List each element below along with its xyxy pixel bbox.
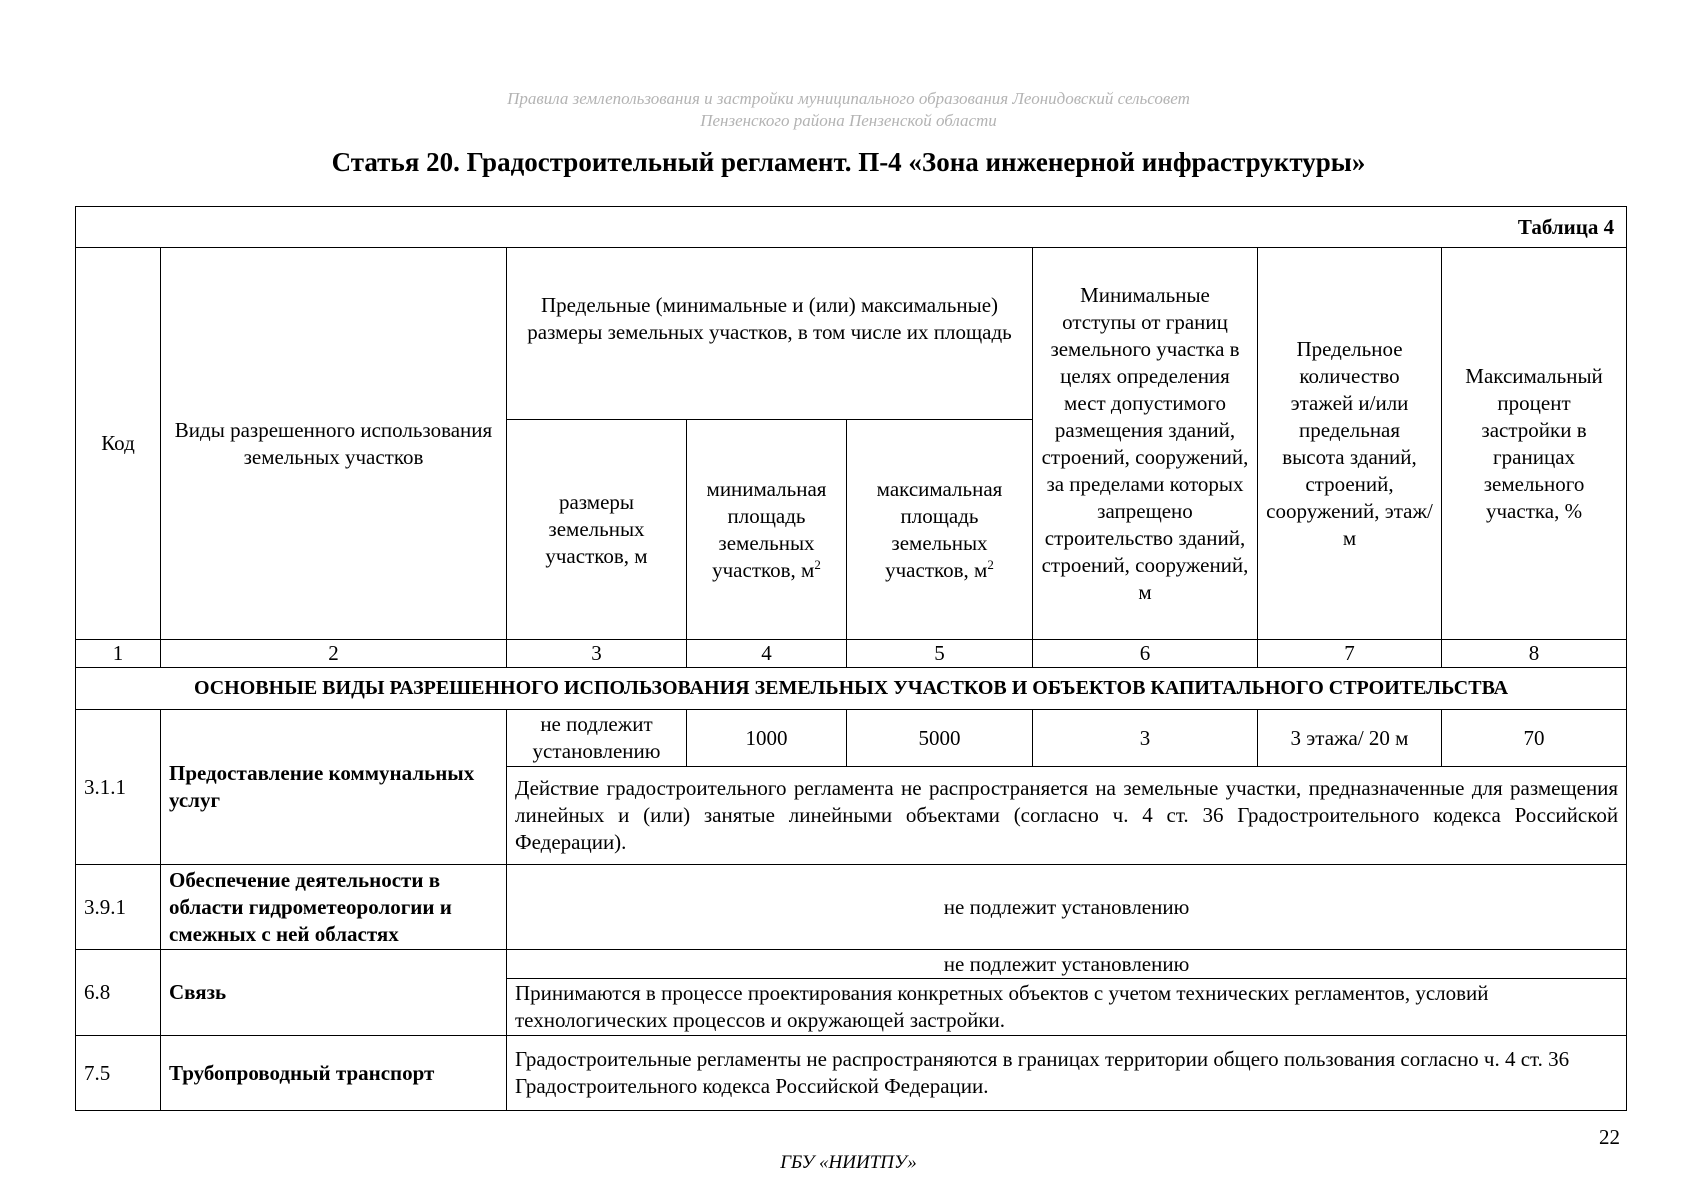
row-code: 6.8: [76, 950, 161, 1036]
header-floors: Предельное количество этажей и/или предельная высота зданий, строений, сооружений, этаж/м: [1258, 248, 1442, 640]
column-number: 5: [847, 640, 1033, 668]
row-use-name: Трубопроводный транспорт: [161, 1036, 507, 1111]
header-min-area: [687, 420, 847, 640]
column-number: 2: [161, 640, 507, 668]
row-use-name: Обеспечение деятельности в области гидрометеорологии и смежных с ней областях: [161, 865, 507, 950]
header-min-area-text: минимальная площадь земельных участков, м: [706, 476, 827, 582]
section-row: [76, 668, 1627, 710]
header-row-1: [76, 248, 1627, 420]
row-note: Градостроительные регламенты не распространяются в границах территории общего пользования согласно ч. 4 ст. 36 Градостроительного кодекса Российской Федерации.: [507, 1036, 1627, 1111]
row-min-area: 1000: [687, 710, 847, 767]
header-plot-sizes-group: Предельные (минимальные и (или) максимальные) размеры земельных участков, в том числе их площадь: [507, 248, 1033, 420]
article-title: Статья 20. Градостроительный регламент. П-4 «Зона инженерной инфраструктуры»: [331, 147, 1366, 177]
section-title: ОСНОВНЫЕ ВИДЫ РАЗРЕШЕННОГО ИСПОЛЬЗОВАНИЯ ЗЕМЕЛЬНЫХ УЧАСТКОВ И ОБЪЕКТОВ КАПИТАЛЬНОГО СТРОИТЕЛЬСТВА: [76, 668, 1627, 710]
header-max-area: [847, 420, 1033, 640]
header-plot-size: размеры земельных участков, м: [507, 420, 687, 640]
page-number: 22: [1599, 1125, 1620, 1149]
header-min-area-power: 2: [814, 556, 821, 572]
row-setback: 3: [1033, 710, 1258, 767]
column-number: 3: [507, 640, 687, 668]
row-code: 7.5: [76, 1036, 161, 1111]
table-row: [76, 710, 1627, 767]
header-code: Код: [76, 248, 161, 640]
row-value: не подлежит установлению: [507, 950, 1627, 979]
column-number: 6: [1033, 640, 1258, 668]
running-header-line-1: Правила землепользования и застройки муниципального образования Леонидовский сельсовет: [507, 89, 1190, 108]
running-header-line-2: Пензенского района Пензенской области: [700, 111, 997, 130]
column-number: 4: [687, 640, 847, 668]
row-use-name: Связь: [161, 950, 507, 1036]
row-plot-size: не подлежит установлению: [507, 710, 687, 767]
column-number: 8: [1442, 640, 1627, 668]
column-number: 7: [1258, 640, 1442, 668]
header-use-types: Виды разрешенного использования земельных участков: [161, 248, 507, 640]
header-coverage: Максимальный процент застройки в границах земельного участка, %: [1442, 248, 1627, 640]
row-code: 3.9.1: [76, 865, 161, 950]
row-coverage: 70: [1442, 710, 1627, 767]
column-number: 1: [76, 640, 161, 668]
row-note: Действие градостроительного регламента не распространяется на земельные участки, предназначенные для размещения линейных и (или) занятые линейными объектами (согласно ч. 4 ст. 36 Градостроительного кодекса Российской Федерации).: [507, 767, 1627, 865]
footer-organization: ГБУ «НИИТПУ»: [780, 1152, 917, 1173]
table-row: [76, 950, 1627, 979]
caption-row: [76, 207, 1627, 248]
column-number-row: [76, 640, 1627, 668]
table-caption: Таблица 4: [76, 207, 1627, 248]
header-max-area-power: 2: [987, 556, 994, 572]
row-floors: 3 этажа/ 20 м: [1258, 710, 1442, 767]
regulation-table: [75, 206, 1627, 1111]
row-value: не подлежит установлению: [507, 865, 1627, 950]
header-max-area-text: максимальная площадь земельных участков, м: [876, 476, 1003, 582]
row-code: 3.1.1: [76, 710, 161, 865]
running-header: [0, 88, 1697, 132]
row-max-area: 5000: [847, 710, 1033, 767]
table-row: [76, 865, 1627, 950]
row-use-name: Предоставление коммунальных услуг: [161, 710, 507, 865]
table-row: [76, 1036, 1627, 1111]
row-note: Принимаются в процессе проектирования конкретных объектов с учетом технических регламентов, условий технологических процессов и окружающей застройки.: [507, 979, 1627, 1036]
header-setbacks: Минимальные отступы от границ земельного участка в целях определения мест допустимого размещения зданий, строений, сооружений, за пределами которых запрещено строительство зданий, строений, сооружений, м: [1033, 248, 1258, 640]
